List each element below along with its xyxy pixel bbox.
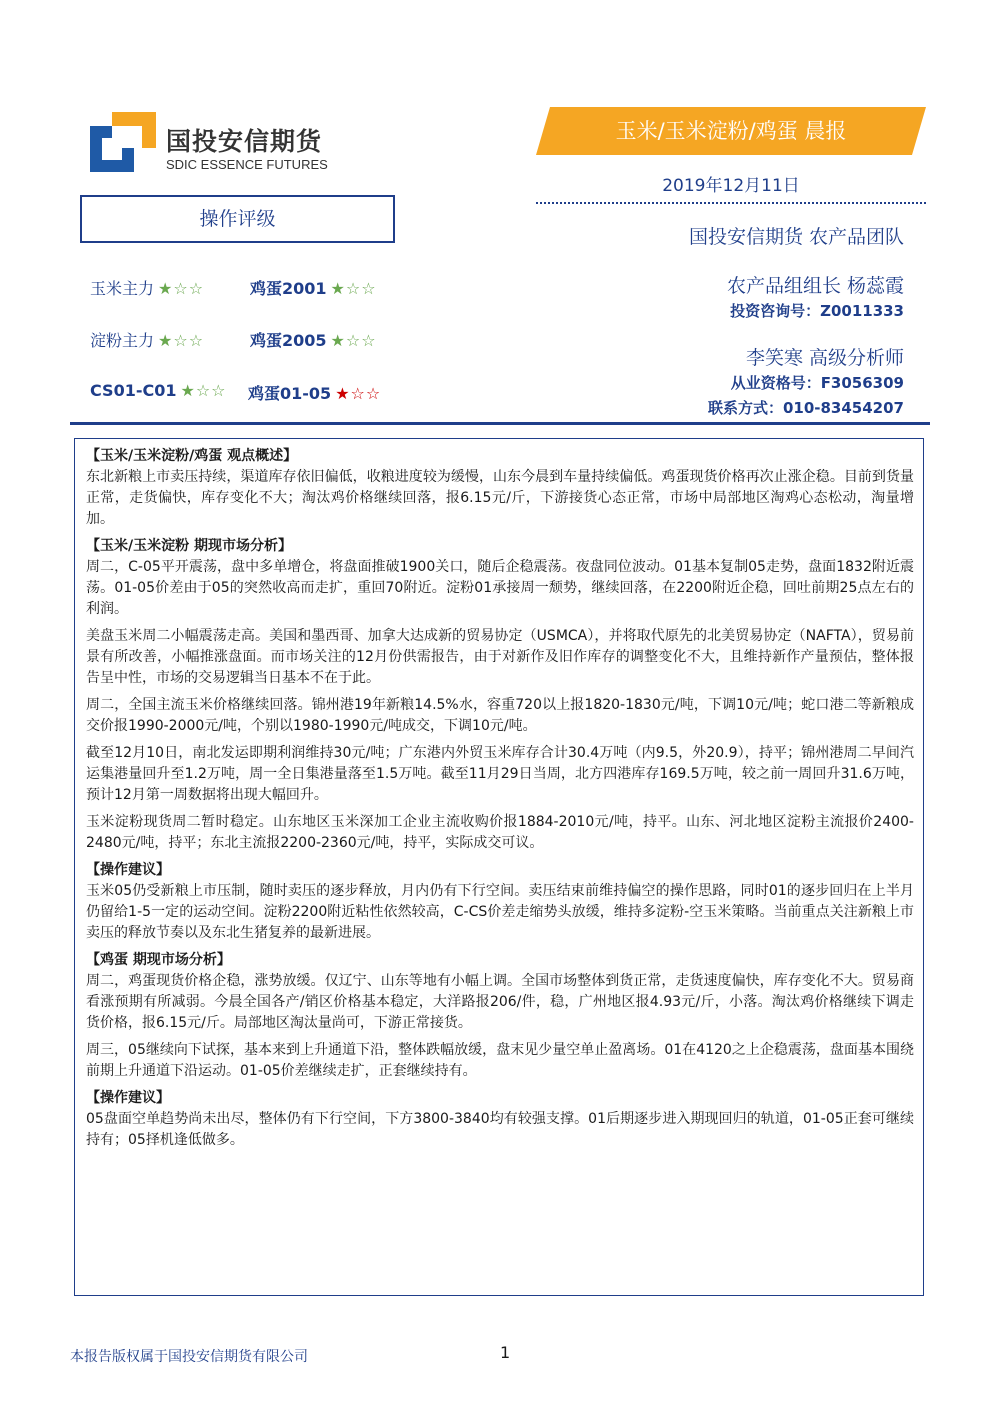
paragraph: 05盘面空单趋势尚未出尽，整体仍有下行空间，下方3800-3840均有较强支撑。01后期逐步进入期现回归的轨道，01-05正套可继续持有；05择机逢低做多。 (86, 1111, 914, 1148)
rating-item (90, 328, 204, 351)
paragraph: 周二，C-05平开震荡，盘中多单增仓，将盘面推破1900关口，随后企稳震荡。夜盘同位波动。01基本复制05走势，盘面1832附近震荡。01-05价差由于05的突然收高而走扩，重回70附近。淀粉01承接周一颓势，继续回落，在2200附近企稳，回吐前期25点左右的利润。 (86, 559, 914, 617)
rating-label: 淀粉主力 (90, 331, 155, 350)
rating-item (250, 328, 377, 351)
copyright-notice: 本报告版权属于国投安信期货有限公司 (70, 1349, 308, 1365)
team-name: 国投安信期货 农产品团队 (688, 226, 904, 248)
analyst-1: 农产品组组长 杨蕊霞 (726, 275, 904, 297)
company-logo (90, 112, 156, 172)
contact-info: 联系方式：010-83454207 (707, 399, 904, 417)
dotted-divider (536, 202, 926, 204)
paragraph: 玉米05仍受新粮上市压制，随时卖压的逐步释放，月内仍有下行空间。卖压结束前维持偏空的操作思路，同时01的逐步回归在上半月仍留给1-5一定的运动空间。淀粉2200附近粘性依然较高，C-CS价差走缩势头放缓，维持多淀粉-空玉米策略。当前重点关注新粮上市卖压的释放节奏以及东北生猪复养的最新进展。 (86, 883, 914, 941)
section-heading: 【玉米/玉米淀粉 期现市场分析】 (86, 538, 292, 554)
paragraph: 截至12月10日，南北发运即期利润维持30元/吨；广东港内外贸玉米库存合计30.4万吨（内9.5，外20.9），持平；锦州港周二早间汽运集港量回升至1.2万吨，周一全日集港量落至1.5万吨。截至11月29日当周，北方四港库存169.5万吨，较之前一周回升31.6万吨，预计12月第一周数据将出现大幅回升。 (86, 745, 914, 803)
paragraph: 玉米淀粉现货周二暂时稳定。山东地区玉米深加工企业主流收购价报1884-2010元/吨，持平。山东、河北地区淀粉主流报价2400-2480元/吨，持平；东北主流报2200-2360元/吨，持平，实际成交可议。 (86, 814, 914, 851)
star-rating-icon: ★☆☆ (180, 381, 227, 400)
report-body (86, 446, 914, 1157)
report-title: 玉米/玉米淀粉/鸡蛋 晨报 (615, 119, 847, 143)
star-rating-icon: ★☆☆ (330, 331, 377, 350)
section-heading: 【玉米/玉米淀粉/鸡蛋 观点概述】 (86, 448, 298, 464)
section-heading: 【操作建议】 (86, 862, 170, 878)
rating-item (250, 276, 377, 299)
brand-name-cn: 国投安信期货 (166, 127, 323, 156)
rating-label: 鸡蛋2005 (250, 331, 327, 350)
header-divider (70, 422, 930, 425)
rating-label: 鸡蛋01-05 (248, 384, 332, 403)
rating-item (90, 276, 204, 299)
section-heading: 【鸡蛋 期现市场分析】 (86, 952, 231, 968)
rating-label: 玉米主力 (90, 279, 155, 298)
star-rating-icon: ★☆☆ (158, 331, 205, 350)
paragraph: 美盘玉米周二小幅震荡走高。美国和墨西哥、加拿大达成新的贸易协定（USMCA），并将取代原先的北美贸易协定（NAFTA），贸易前景有所改善，小幅推涨盘面。而市场关注的12月份供需报告，由于对新作及旧作库存的调整变化不大，且维持新作产量预估，整体报告呈中性，市场的交易逻辑当日基本不在于此。 (86, 628, 914, 686)
analyst-2: 李笑寒 高级分析师 (745, 347, 904, 369)
rating-item (90, 381, 227, 400)
star-rating-icon: ★☆☆ (335, 384, 382, 403)
star-rating-icon: ★☆☆ (158, 279, 205, 298)
report-title-banner (536, 107, 926, 155)
rating-label: CS01-C01 (90, 381, 177, 400)
rating-label: 鸡蛋2001 (250, 279, 327, 298)
analyst-2-cert: 从业资格号：F3056309 (730, 374, 904, 392)
rating-item (248, 381, 381, 404)
star-rating-icon: ★☆☆ (330, 279, 377, 298)
analyst-1-cert: 投资咨询号：Z0011333 (730, 302, 904, 320)
paragraph: 周二，全国主流玉米价格继续回落。锦州港19年新粮14.5%水，容重720以上报1820-1830元/吨，下调10元/吨；蛇口港二等新粮成交价报1990-2000元/吨，个别以1980-1990元/吨成交，下调10元/吨。 (86, 697, 914, 734)
paragraph: 周三，05继续向下试探，基本来到上升通道下沿，整体跌幅放缓，盘末见少量空单止盈离场。01在4120之上企稳震荡，盘面基本围绕前期上升通道下沿运动。01-05价差继续走扩，正套继续持有。 (86, 1042, 914, 1079)
paragraph: 东北新粮上市卖压持续，渠道库存依旧偏低，收粮进度较为缓慢，山东今晨到车量持续偏低。鸡蛋现货价格再次止涨企稳。目前到货量正常，走货偏快，库存变化不大；淘汰鸡价格继续回落，报6.15元/斤，下游接货心态正常，市场中局部地区淘鸡心态松动，淘量增加。 (86, 469, 914, 527)
report-date: 2019年12月11日 (662, 176, 800, 196)
section-heading: 【操作建议】 (86, 1090, 170, 1106)
rating-title: 操作评级 (199, 208, 276, 230)
brand-name-en: SDIC ESSENCE FUTURES (166, 157, 328, 172)
page-number: 1 (500, 1343, 511, 1362)
paragraph: 周二，鸡蛋现货价格企稳，涨势放缓。仅辽宁、山东等地有小幅上调。全国市场整体到货正常，走货速度偏快，库存变化不大。贸易商看涨预期有所减弱。今晨全国各产/销区价格基本稳定，大洋路报206/件，稳，广州地区报4.93元/斤，小落。淘汰鸡价格继续下调走货价格，报6.15元/斤。局部地区淘汰量尚可，下游正常接货。 (86, 973, 914, 1031)
